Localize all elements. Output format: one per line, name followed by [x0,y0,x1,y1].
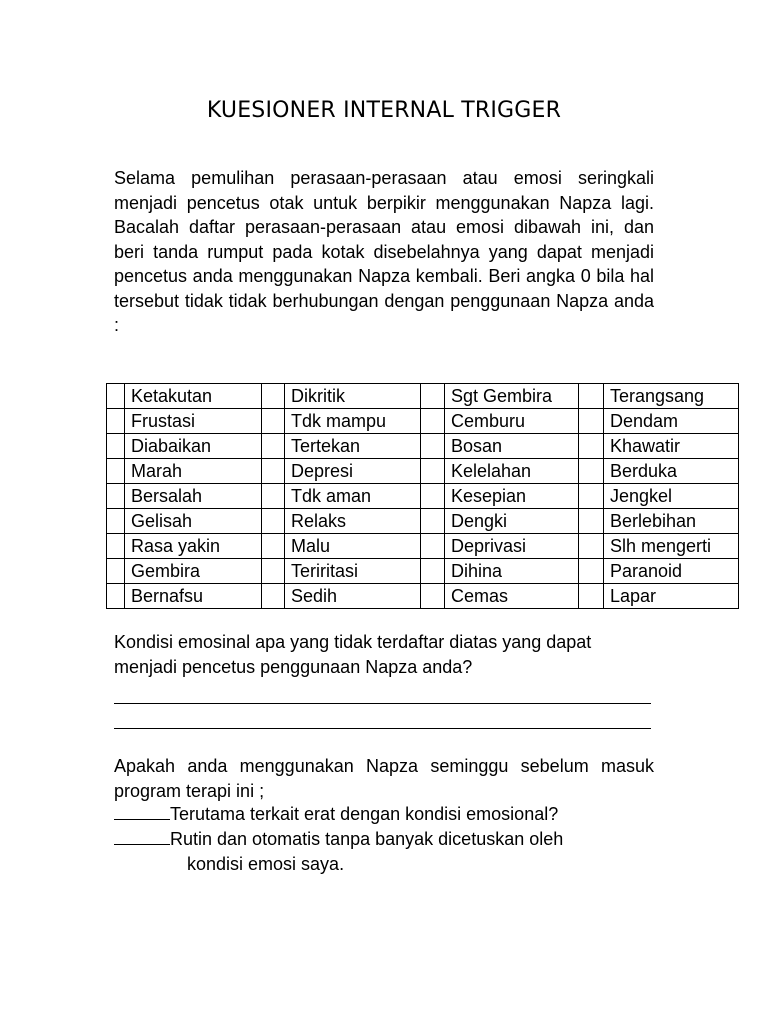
emotion-checkbox[interactable] [421,434,445,459]
emotion-checkbox[interactable] [579,559,604,584]
emotion-checkbox[interactable] [579,434,604,459]
emotion-label: Bosan [445,434,579,459]
emotion-checklist-table [106,383,739,609]
emotion-label: Gelisah [125,509,262,534]
emotion-checkbox[interactable] [262,459,285,484]
emotion-checkbox[interactable] [421,384,445,409]
option-emotional-label: Terutama terkait erat dengan kondisi emosional? [170,804,559,824]
emotion-label: Dengki [445,509,579,534]
emotion-checkbox[interactable] [421,509,445,534]
emotion-label: Tdk mampu [285,409,421,434]
option-routine-label: Rutin dan otomatis tanpa banyak dicetuskan oleh [170,829,564,849]
option-routine-blank[interactable] [114,827,170,845]
emotion-label: Ketakutan [125,384,262,409]
emotion-row [107,534,739,559]
emotion-checkbox[interactable] [579,384,604,409]
emotion-label: Kesepian [445,484,579,509]
emotion-label: Bernafsu [125,584,262,609]
emotion-label: Sgt Gembira [445,384,579,409]
emotion-label: Dendam [604,409,739,434]
emotion-checkbox[interactable] [421,559,445,584]
emotion-checkbox[interactable] [262,559,285,584]
emotion-checkbox[interactable] [421,484,445,509]
emotion-checkbox[interactable] [579,459,604,484]
emotion-row [107,459,739,484]
option-routine [114,827,563,852]
emotion-checkbox[interactable] [421,584,445,609]
emotion-checkbox[interactable] [262,384,285,409]
emotion-checkbox[interactable] [107,384,125,409]
emotion-label: Frustasi [125,409,262,434]
emotion-checkbox[interactable] [262,509,285,534]
emotion-label: Dihina [445,559,579,584]
emotion-checkbox[interactable] [579,584,604,609]
emotion-row [107,484,739,509]
emotion-checkbox[interactable] [421,459,445,484]
emotion-label: Cemas [445,584,579,609]
answer-line-1[interactable] [114,703,651,704]
emotion-label: Depresi [285,459,421,484]
emotion-checkbox[interactable] [107,409,125,434]
emotion-label: Gembira [125,559,262,584]
emotion-label: Jengkel [604,484,739,509]
emotion-checkbox[interactable] [579,509,604,534]
emotion-label: Dikritik [285,384,421,409]
emotion-checkbox[interactable] [107,434,125,459]
emotion-row [107,559,739,584]
emotion-row [107,509,739,534]
emotion-checkbox[interactable] [262,534,285,559]
emotion-label: Lapar [604,584,739,609]
emotion-checkbox[interactable] [262,584,285,609]
emotion-label: Khawatir [604,434,739,459]
emotion-checkbox[interactable] [262,434,285,459]
option-routine-continuation: kondisi emosi saya. [187,854,345,874]
emotion-row [107,384,739,409]
question-usage-before-therapy: Apakah anda menggunakan Napza seminggu sebelum masuk program terapi ini ; [114,756,654,801]
option-emotional-blank[interactable] [114,802,170,820]
emotion-row [107,584,739,609]
emotion-checkbox[interactable] [579,409,604,434]
emotion-label: Marah [125,459,262,484]
emotion-label: Kelelahan [445,459,579,484]
emotion-label: Slh mengerti [604,534,739,559]
emotion-label: Berduka [604,459,739,484]
emotion-label: Relaks [285,509,421,534]
emotion-label: Tertekan [285,434,421,459]
emotion-checkbox[interactable] [107,584,125,609]
emotion-label: Rasa yakin [125,534,262,559]
answer-line-2[interactable] [114,728,651,729]
emotion-checkbox[interactable] [107,459,125,484]
emotion-label: Cemburu [445,409,579,434]
emotion-row [107,434,739,459]
question-unlisted-emotions: Kondisi emosinal apa yang tidak terdaftar diatas yang dapat menjadi pencetus penggunaan Napza anda? [114,632,592,677]
emotion-checkbox[interactable] [107,484,125,509]
emotion-checkbox[interactable] [579,484,604,509]
emotion-checkbox[interactable] [421,409,445,434]
emotion-label: Tdk aman [285,484,421,509]
emotion-label: Terangsang [604,384,739,409]
emotion-label: Malu [285,534,421,559]
intro-paragraph: Selama pemulihan perasaan-perasaan atau emosi seringkali menjadi pencetus otak untuk berpikir menggunakan Napza lagi. Bacalah daftar perasaan-perasaan atau emosi dibawah ini, dan beri tanda rumput pada kotak disebelahnya yang dapat menjadi pencetus anda menggunakan Napza kembali. Beri angka 0 bila hal tersebut tidak tidak berhubungan dengan penggunaan Napza anda : [114,168,654,335]
emotion-row [107,409,739,434]
emotion-checkbox[interactable] [262,409,285,434]
emotion-label: Paranoid [604,559,739,584]
emotion-checkbox[interactable] [579,534,604,559]
emotion-checkbox[interactable] [107,509,125,534]
emotion-label: Sedih [285,584,421,609]
document-title: KUESIONER INTERNAL TRIGGER [206,98,562,123]
emotion-label: Bersalah [125,484,262,509]
emotion-label: Berlebihan [604,509,739,534]
emotion-label: Teriritasi [285,559,421,584]
option-emotional [114,802,558,827]
emotion-checkbox[interactable] [262,484,285,509]
emotion-checkbox[interactable] [107,534,125,559]
emotion-checkbox[interactable] [107,559,125,584]
emotion-checkbox[interactable] [421,534,445,559]
emotion-label: Deprivasi [445,534,579,559]
emotion-label: Diabaikan [125,434,262,459]
